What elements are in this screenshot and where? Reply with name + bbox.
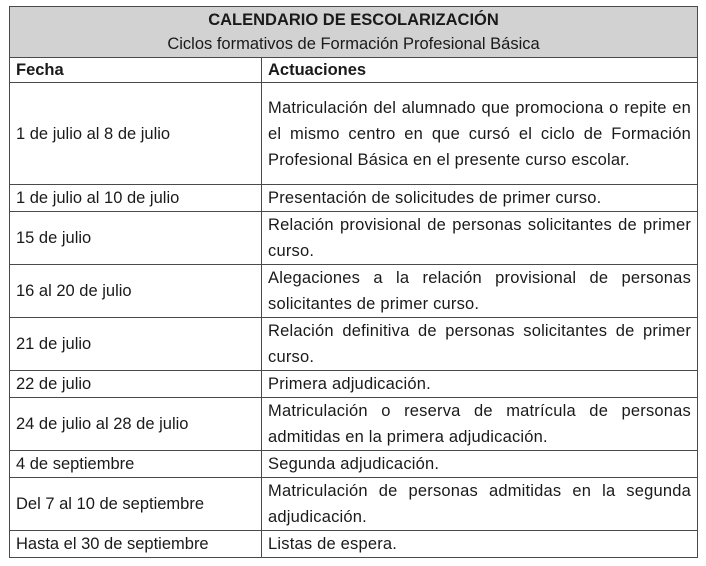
row-actuacion: Primera adjudicación. [262,371,698,398]
row-actuacion: Alegaciones a la relación provisional de personas solicitantes de primer curso. [262,265,698,318]
row-fecha: Del 7 al 10 de septiembre [10,478,262,531]
table-row [10,83,698,185]
calendar-table [9,6,698,558]
table-row [10,185,698,212]
table-row [10,478,698,531]
table-row [10,318,698,371]
table-row [10,265,698,318]
table-row [10,212,698,265]
table-row [10,531,698,558]
row-actuacion: Relación definitiva de personas solicitantes de primer curso. [262,318,698,371]
row-actuacion: Matriculación de personas admitidas en la segunda adjudicación. [262,478,698,531]
row-fecha: 1 de julio al 8 de julio [10,83,262,185]
row-fecha: 15 de julio [10,212,262,265]
table-title-row [10,7,698,58]
table-title: CALENDARIO DE ESCOLARIZACIÓN [208,11,499,29]
table-row [10,398,698,451]
row-actuacion: Segunda adjudicación. [262,451,698,478]
table-title-cell [10,7,698,58]
table-row [10,371,698,398]
row-fecha: 21 de julio [10,318,262,371]
column-header-row [10,58,698,83]
row-fecha: 4 de septiembre [10,451,262,478]
row-fecha: 22 de julio [10,371,262,398]
table-row [10,451,698,478]
row-actuacion: Matriculación del alumnado que promociona o repite en el mismo centro en que cursó el ciclo de Formación Profesional Básica en el presente curso escolar. [262,83,698,185]
row-actuacion: Listas de espera. [262,531,698,558]
table-subtitle: Ciclos formativos de Formación Profesional Básica [167,35,540,53]
calendar-table-container [9,6,697,558]
row-fecha: 16 al 20 de julio [10,265,262,318]
row-actuacion: Relación provisional de personas solicitantes de primer curso. [262,212,698,265]
row-fecha: Hasta el 30 de septiembre [10,531,262,558]
column-header-actuaciones: Actuaciones [262,58,698,83]
row-actuacion: Matriculación o reserva de matrícula de personas admitidas en la primera adjudicación. [262,398,698,451]
column-header-fecha: Fecha [10,58,262,83]
row-fecha: 1 de julio al 10 de julio [10,185,262,212]
row-fecha: 24 de julio al 28 de julio [10,398,262,451]
row-actuacion: Presentación de solicitudes de primer curso. [262,185,698,212]
